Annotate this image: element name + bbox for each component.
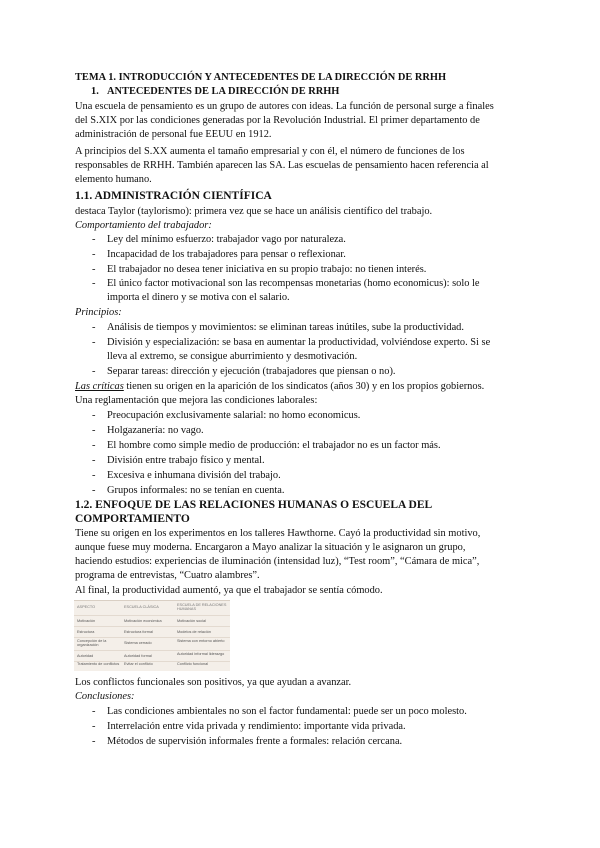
table-cell: Sistema con entorno abierto bbox=[177, 639, 225, 643]
table-cell: Sistema cerrado bbox=[124, 641, 152, 645]
table-row bbox=[74, 638, 230, 651]
table-row bbox=[74, 661, 230, 671]
comportamiento-item: Ley del mínimo esfuerzo: trabajador vago por naturaleza. bbox=[107, 234, 346, 245]
bullet-dash: - bbox=[92, 366, 96, 377]
table-cell: Autoridad informal liderazgo bbox=[177, 652, 225, 656]
table-cell: Autoridad formal bbox=[124, 654, 152, 658]
conclusiones-item: Las condiciones ambientales no son el factor fundamental: puede ser un poco molesto. bbox=[107, 706, 467, 717]
bullet-dash: - bbox=[92, 485, 96, 496]
conclusiones-item: Métodos de supervisión informales frente a formales: relación cercana. bbox=[107, 736, 403, 747]
section-1-1-heading: 1.1. ADMINISTRACIÓN CIENTÍFICA bbox=[75, 190, 272, 202]
section-1-heading: ANTECEDENTES DE LA DIRECCIÓN DE RRHH bbox=[107, 86, 340, 97]
section-1-para1-line2: del S.XIX por las condiciones generadas por la Revolución Industrial. El primer departamento de bbox=[75, 115, 480, 126]
table-cell: Evitar el conflicto bbox=[124, 662, 153, 666]
principios-item: Análisis de tiempos y movimientos: se eliminan tareas inútiles, sube la productividad. bbox=[107, 322, 464, 333]
comparison-table bbox=[74, 600, 230, 671]
bullet-dash: - bbox=[92, 410, 96, 421]
bullet-dash: - bbox=[92, 264, 96, 275]
conclusiones-label: Conclusiones: bbox=[75, 691, 135, 702]
table-row bbox=[74, 627, 230, 638]
section-1-2-para-line3: haciendo estudios: experiencias de iluminación (intensidad luz), “Test room”, “Cámara de mica”, bbox=[75, 556, 480, 567]
criticas-item: El hombre como simple medio de producción: el trabajador no es un factor más. bbox=[107, 440, 441, 451]
table-cell: Conflicto funcional bbox=[177, 662, 209, 666]
criticas-text2: Una reglamentación que mejora las condiciones laborales: bbox=[75, 395, 318, 406]
section-1-2-para-line1: Tiene su origen en los experimentos en los talleres Hawthorne. Cayó la productividad sin motivo, bbox=[75, 528, 481, 539]
criticas-item: Holgazanería: no vago. bbox=[107, 425, 204, 436]
section-1-2-final: Al final, la productividad aumentó, ya que el trabajador se sentía cómodo. bbox=[75, 585, 383, 596]
bullet-dash: - bbox=[92, 721, 96, 732]
document-title: TEMA 1. INTRODUCCIÓN Y ANTECEDENTES DE LA DIRECCIÓN DE RRHH bbox=[75, 72, 447, 83]
bullet-dash: - bbox=[92, 425, 96, 436]
principios-label: Principios: bbox=[75, 307, 122, 318]
criticas-item: Grupos informales: no se tenían en cuenta. bbox=[107, 485, 285, 496]
table-header-cell: ESCUELA CLÁSICA bbox=[124, 605, 159, 609]
principios-item: Separar tareas: dirección y ejecución (trabajadores que piensan o no). bbox=[107, 366, 396, 377]
section-1-2-heading-line1: 1.2. ENFOQUE DE LAS RELACIONES HUMANAS O ESCUELA DEL bbox=[75, 499, 433, 511]
table-cell: Motivación bbox=[77, 619, 96, 623]
section-1-para2-line2: responsables de RRHH. También aparecen las SA. Las escuelas de pensamiento hacen referencia al bbox=[75, 160, 489, 171]
bullet-dash: - bbox=[92, 736, 96, 747]
table-cell: Tratamiento de conflictos bbox=[77, 662, 120, 666]
comportamiento-item-continued: importa el dinero y se motiva con el salario. bbox=[107, 292, 290, 303]
section-1-para1-line3: administración de personal fue EEUU en 1912. bbox=[75, 129, 272, 140]
criticas-item: Preocupación exclusivamente salarial: no homo economicus. bbox=[107, 410, 361, 421]
bullet-dash: - bbox=[92, 322, 96, 333]
comportamiento-label: Comportamiento del trabajador: bbox=[75, 220, 212, 231]
table-header-cell: ASPECTO bbox=[77, 605, 96, 609]
bullet-dash: - bbox=[92, 249, 96, 260]
table-cell: Concepción de la organización bbox=[77, 639, 107, 648]
table-cell: Autoridad bbox=[77, 654, 94, 658]
criticas-line bbox=[75, 380, 484, 394]
bullet-dash: - bbox=[92, 234, 96, 245]
section-1-number: 1. bbox=[91, 86, 99, 97]
section-1-para1-line1: Una escuela de pensamiento es un grupo de autores con ideas. La función de personal surge a finales bbox=[75, 101, 494, 112]
section-1-para2-line3: elemento humano. bbox=[75, 174, 152, 185]
table-cell: Motivación social bbox=[177, 619, 206, 623]
table-header-cell: ESCUELA DE RELACIONES HUMANAS bbox=[177, 603, 227, 612]
table-header-row bbox=[74, 601, 230, 616]
comportamiento-item: El único factor motivacional son las recompensas monetarias (homo economicus): solo le bbox=[107, 278, 480, 289]
bullet-dash: - bbox=[92, 706, 96, 717]
section-1-2-heading-line2: COMPORTAMIENTO bbox=[75, 513, 190, 525]
principios-item-continued: lleva al extremo, se consigue aburrimiento y desmotivación. bbox=[107, 351, 358, 362]
section-1-para2-line1: A principios del S.XX aumenta el tamaño empresarial y con él, el número de funciones de los bbox=[75, 146, 465, 157]
table-cell: Estructura bbox=[77, 630, 95, 634]
conclusiones-item: Interrelación entre vida privada y rendimiento: importante vida privada. bbox=[107, 721, 406, 732]
section-1-2-para-line2: aunque fuese muy moderna. Encargaron a Mayo analizar la situación y le asignaron un grupo, bbox=[75, 542, 466, 553]
table-cell: Estructura formal bbox=[124, 630, 153, 634]
bullet-dash: - bbox=[92, 455, 96, 466]
criticas-item: División entre trabajo físico y mental. bbox=[107, 455, 265, 466]
bullet-dash: - bbox=[92, 470, 96, 481]
principios-item: División y especialización: se basa en aumentar la productividad, volviéndose experto. Si se bbox=[107, 337, 491, 348]
section-1-2-para-line4: programa de entrevistas, “Cuatro alambres”. bbox=[75, 570, 260, 581]
criticas-text: tienen su origen en la aparición de los sindicatos (años 30) y en los propios gobiernos. bbox=[123, 381, 485, 392]
comportamiento-item: Incapacidad de los trabajadores para pensar o reflexionar. bbox=[107, 249, 346, 260]
criticas-label: Las críticas bbox=[75, 381, 124, 392]
section-1-1-intro: destaca Taylor (taylorismo): primera vez que se hace un análisis científico del trabajo. bbox=[75, 206, 433, 217]
table-cell: Motivación económica bbox=[124, 619, 162, 623]
table-cell: Modelos de relación bbox=[177, 630, 211, 634]
comportamiento-item: El trabajador no desea tener iniciativa en su propio trabajo: no tienen interés. bbox=[107, 264, 427, 275]
criticas-item: Excesiva e inhumana división del trabajo. bbox=[107, 470, 281, 481]
table-row bbox=[74, 616, 230, 627]
bullet-dash: - bbox=[92, 440, 96, 451]
bullet-dash: - bbox=[92, 337, 96, 348]
conflictos-text: Los conflictos funcionales son positivos, ya que ayudan a avanzar. bbox=[75, 677, 352, 688]
bullet-dash: - bbox=[92, 278, 96, 289]
